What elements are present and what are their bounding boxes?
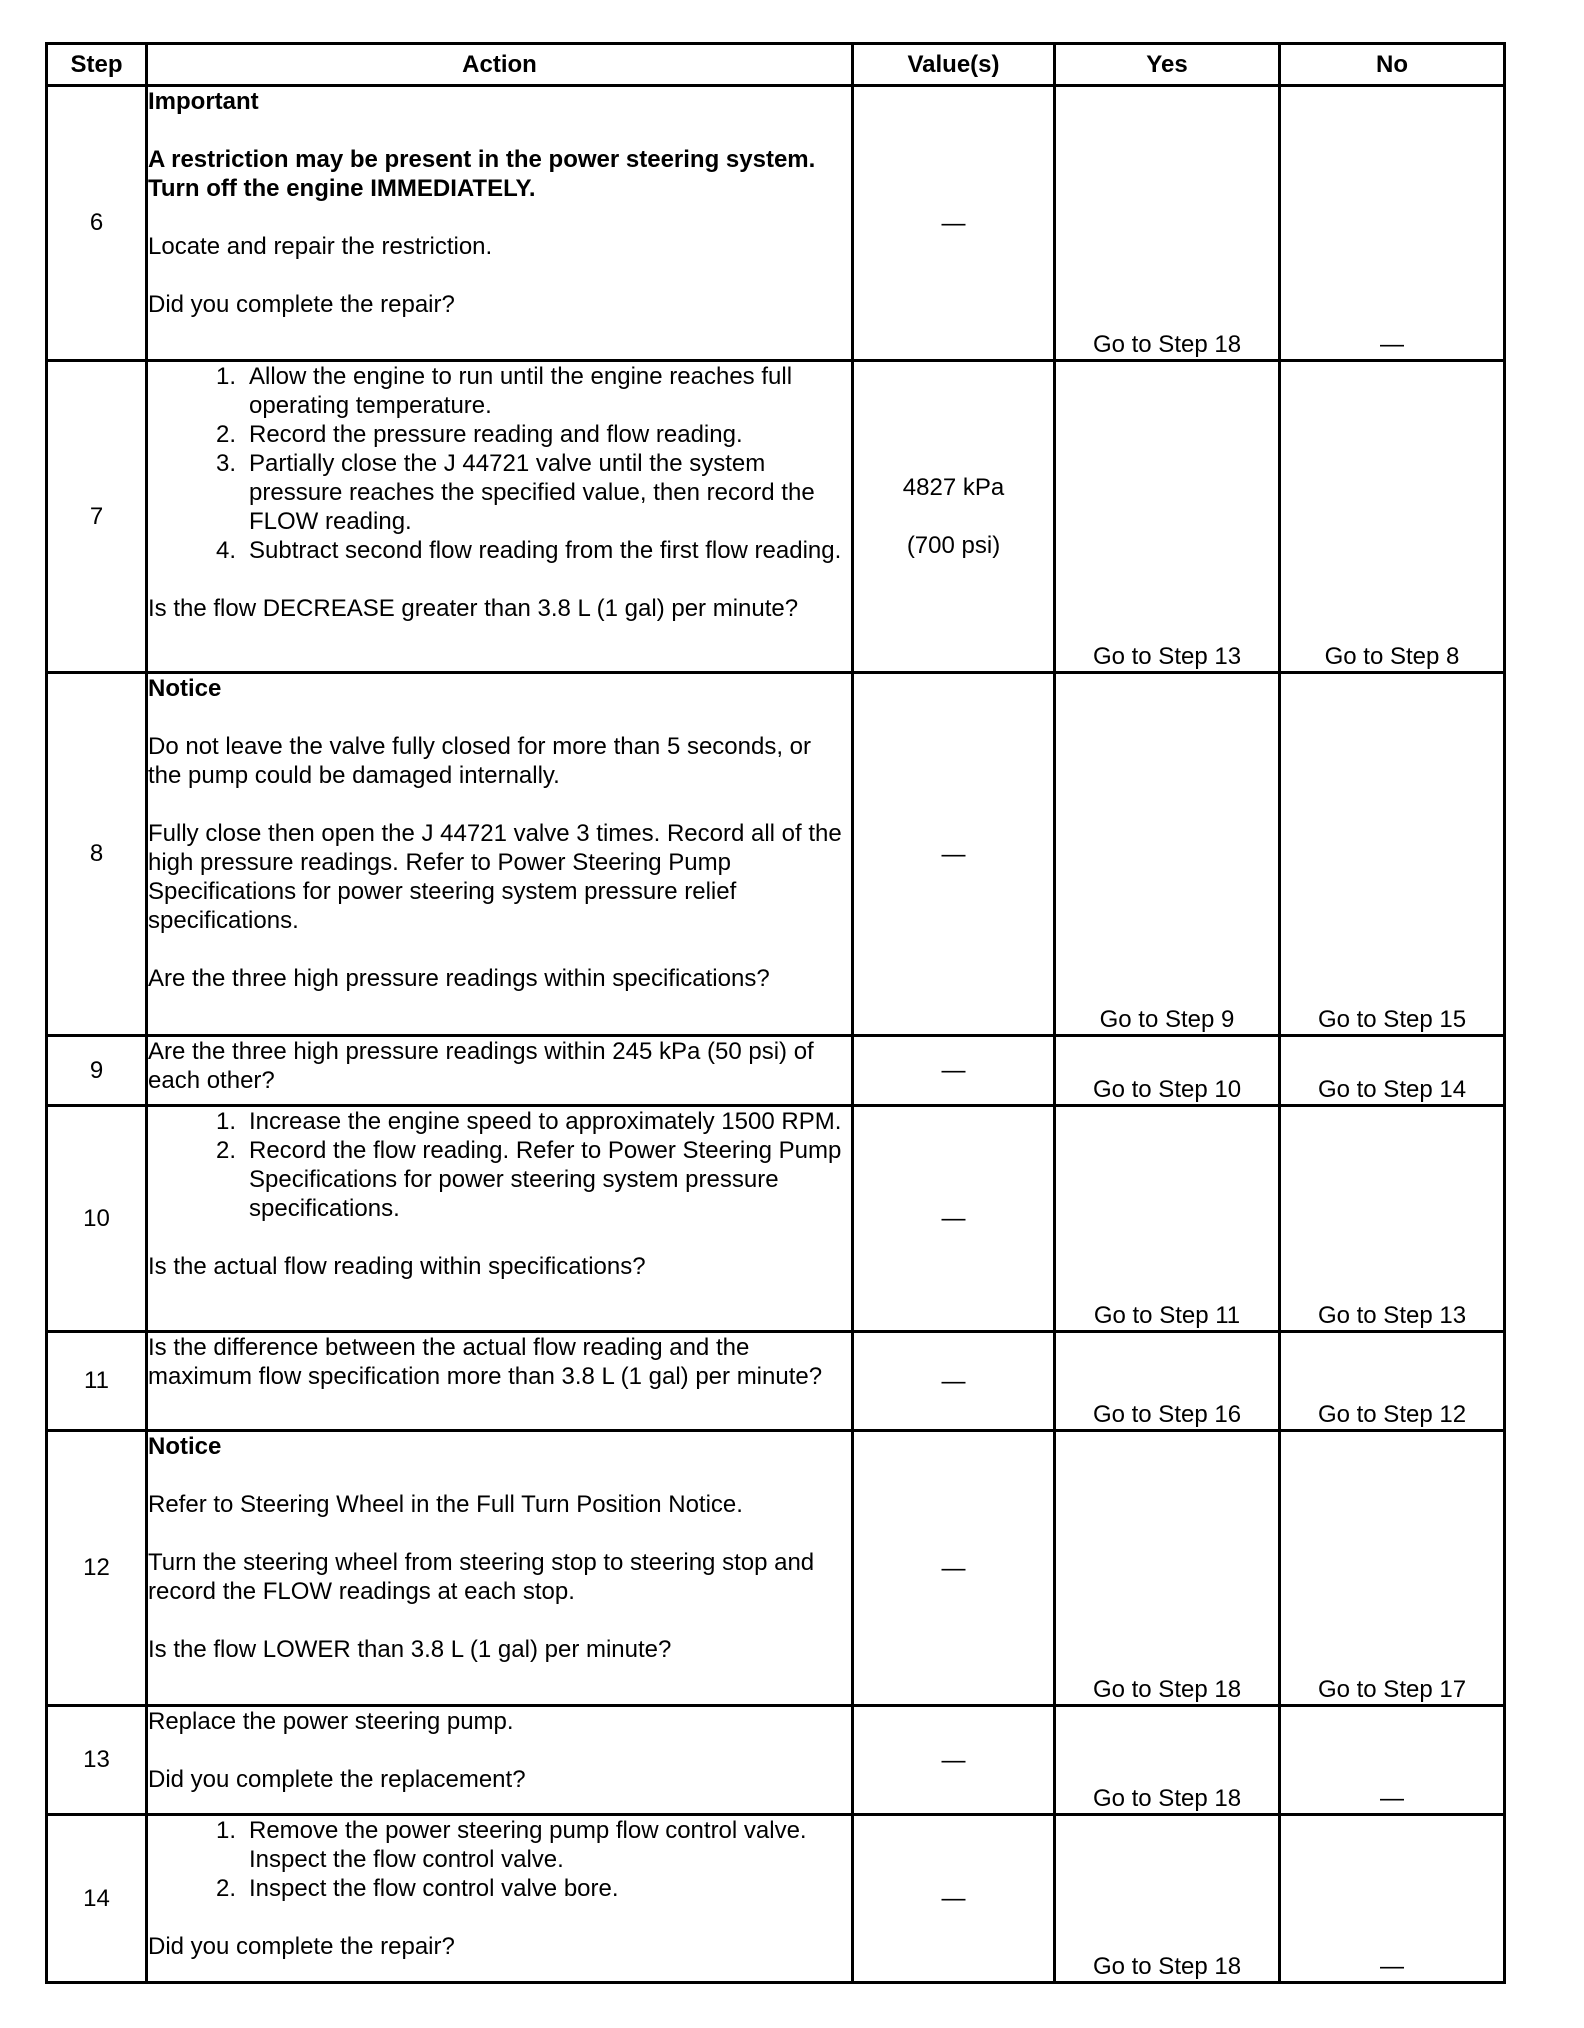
yes-cell: Go to Step 18 [1055,1706,1280,1815]
step-number: 8 [47,673,147,1036]
notice-body: A restriction may be present in the power steering system. Turn off the engine IMMEDIATELY. [148,146,816,202]
notice-title: Notice [148,675,222,702]
list-item: 3. Partially close the J 44721 valve until the system pressure reaches the specified value, then record the FLOW reading. [215,450,815,535]
header-values: Value(s) [853,44,1055,86]
header-no: No [1280,44,1505,86]
yes-cell: Go to Step 18 [1055,86,1280,361]
notice-title: Notice [148,1433,222,1460]
step-number: 6 [47,86,147,361]
action-cell [147,673,853,1036]
question-text: Is the flow LOWER than 3.8 L (1 gal) per minute? [148,1636,672,1663]
yes-cell: Go to Step 9 [1055,673,1280,1036]
header-row [47,44,1505,86]
diagnostic-table [45,42,1506,1984]
yes-cell: Go to Step 16 [1055,1332,1280,1431]
table-row [47,86,1505,361]
no-cell: — [1280,1706,1505,1815]
value-psi: (700 psi) [906,532,1001,559]
list-item: 4. Subtract second flow reading from the first flow reading. [215,537,842,564]
list-item: 1. Allow the engine to run until the engine reaches full operating temperature. [215,363,793,419]
table-row [47,1332,1505,1431]
question-text: Did you complete the repair? [148,291,455,318]
instruction-text: Fully close then open the J 44721 valve 3 times. Record all of the high pressure readings. Refer to Power Steering Pump Specifications for power steering system pressure relief specifications. [148,820,842,934]
table-row [47,673,1505,1036]
list-item: 2. Inspect the flow control valve bore. [215,1875,619,1902]
step-number: 12 [47,1431,147,1706]
action-list [148,362,851,565]
no-cell: Go to Step 12 [1280,1332,1505,1431]
no-cell: Go to Step 8 [1280,361,1505,673]
value-cell: — [853,673,1055,1036]
step-number: 14 [47,1815,147,1983]
step-number: 9 [47,1036,147,1106]
value-cell: — [853,1815,1055,1983]
value-cell: — [853,1106,1055,1332]
table-row [47,1431,1505,1706]
header-action: Action [147,44,853,86]
no-cell: Go to Step 13 [1280,1106,1505,1332]
step-number: 7 [47,361,147,673]
action-cell [147,1431,853,1706]
no-cell: — [1280,86,1505,361]
no-cell: Go to Step 15 [1280,673,1505,1036]
no-cell: — [1280,1815,1505,1983]
value-cell: — [853,86,1055,361]
instruction-text: Replace the power steering pump. [148,1708,514,1735]
question-text: Is the difference between the actual flow reading and the maximum flow specification more than 3.8 L (1 gal) per minute? [148,1334,823,1390]
table-row [47,1706,1505,1815]
list-item: 2. Record the pressure reading and flow reading. [215,421,743,448]
action-list [148,1107,851,1223]
list-item: 1. Remove the power steering pump flow control valve. Inspect the flow control valve. [215,1817,807,1873]
action-cell [147,86,853,361]
yes-cell: Go to Step 18 [1055,1431,1280,1706]
question-text: Is the actual flow reading within specifications? [148,1253,646,1280]
action-cell [147,1036,853,1106]
value-cell: — [853,1036,1055,1106]
action-cell [147,1332,853,1431]
header-yes: Yes [1055,44,1280,86]
no-cell: Go to Step 14 [1280,1036,1505,1106]
step-number: 11 [47,1332,147,1431]
yes-cell: Go to Step 10 [1055,1036,1280,1106]
value-cell: — [853,1431,1055,1706]
action-list [148,1816,851,1903]
no-cell: Go to Step 17 [1280,1431,1505,1706]
yes-cell: Go to Step 11 [1055,1106,1280,1332]
notice-body: Do not leave the valve fully closed for more than 5 seconds, or the pump could be damaged internally. [148,733,812,789]
header-step: Step [47,44,147,86]
step-number: 13 [47,1706,147,1815]
instruction-text: Turn the steering wheel from steering stop to steering stop and record the FLOW readings at each stop. [148,1549,815,1605]
action-cell [147,1815,853,1983]
action-cell [147,361,853,673]
yes-cell: Go to Step 13 [1055,361,1280,673]
table-row [47,1815,1505,1983]
value-kpa: 4827 kPa [902,474,1005,501]
notice-title: Important [148,88,259,115]
table-row [47,361,1505,673]
yes-cell: Go to Step 18 [1055,1815,1280,1983]
notice-body: Refer to Steering Wheel in the Full Turn Position Notice. [148,1491,743,1518]
step-number: 10 [47,1106,147,1332]
table-row [47,1106,1505,1332]
list-item: 1. Increase the engine speed to approximately 1500 RPM. [215,1108,842,1135]
question-text: Are the three high pressure readings within 245 kPa (50 psi) of each other? [148,1038,814,1094]
list-item: 2. Record the flow reading. Refer to Power Steering Pump Specifications for power steering system pressure specifications. [215,1137,842,1222]
question-text: Did you complete the replacement? [148,1766,526,1793]
value-cell [853,361,1055,673]
value-cell: — [853,1706,1055,1815]
question-text: Did you complete the repair? [148,1933,455,1960]
table-row [47,1036,1505,1106]
question-text: Is the flow DECREASE greater than 3.8 L (1 gal) per minute? [148,595,799,622]
value-cell: — [853,1332,1055,1431]
instruction-text: Locate and repair the restriction. [148,233,493,260]
action-cell [147,1106,853,1332]
question-text: Are the three high pressure readings within specifications? [148,965,770,992]
action-cell [147,1706,853,1815]
